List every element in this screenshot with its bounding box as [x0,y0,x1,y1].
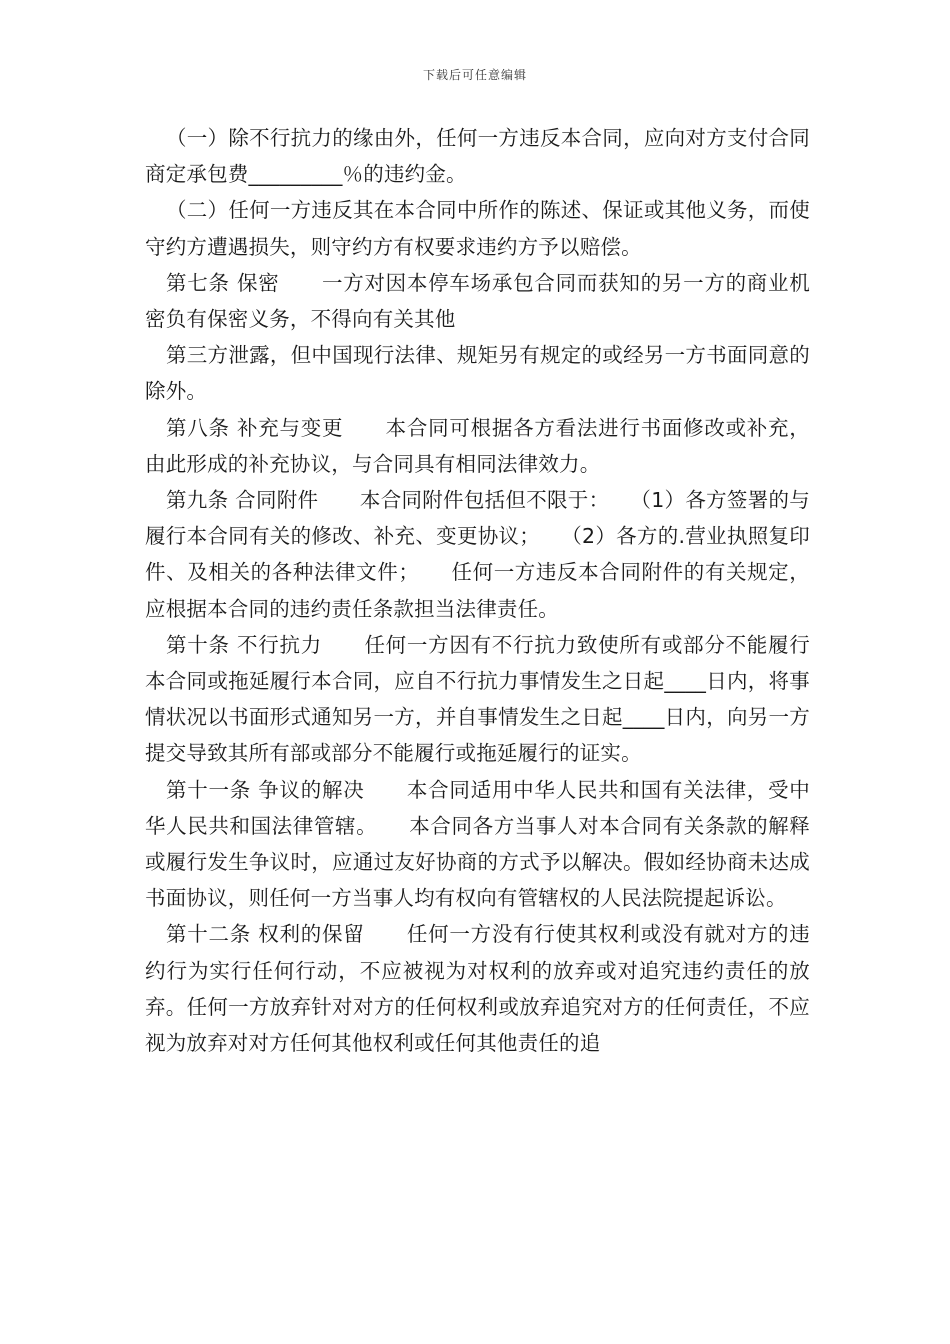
clause-penalty-1: （一）除不行抗力的缘由外，任何一方违反本合同，应向对方支付合同商定承包费_________％的违约金。 [145,126,810,187]
clause-penalty-2: （二）任何一方违反其在本合同中所作的陈述、保证或其他义务，而使守约方遭遇损失，则守约方有权要求违约方予以赔偿。 [145,198,810,259]
page-header: 下载后可任意编辑 [422,68,527,82]
clause-8-amendment: 第八条 补充与变更 本合同可根据各方看法进行书面修改或补充，由此形成的补充协议，与合同具有相同法律效力。 [145,415,810,476]
clause-12-rights-reservation: 第十二条 权利的保留 任何一方没有行使其权利或没有就对方的违约行为实行任何行动，不应被视为对权利的放弃或对追究违约责任的放弃。任何一方放弃针对对方的任何权利或放弃追究对方的任何责任，不应视为放弃对对方任何其他权利或任何其他责任的追 [145,922,810,1056]
clause-7-continued: 第三方泄露，但中国现行法律、规矩另有规定的或经另一方书面同意的除外。 [145,343,810,404]
clause-11-dispute: 第十一条 争议的解决 本合同适用中华人民共和国有关法律，受中华人民共和国法律管辖。 本合同各方当事人对本合同有关条款的解释或履行发生争议时，应通过友好协商的方式予以解决。假如经协商未达成书面协议，则任何一方当事人均有权向有管辖权的人民法院提起诉讼。 [145,777,810,911]
clause-10-force-majeure: 第十条 不行抗力 任何一方因有不行抗力致使所有或部分不能履行本合同或拖延履行本合同，应自不行抗力事情发生之日起____日内，将事情状况以书面形式通知另一方，并自事情发生之日起____日内，向另一方提交导致其所有部或部分不能履行或拖延履行的证实。 [145,632,810,766]
document-body [145,120,810,1061]
clause-9-attachments: 第九条 合同附件 本合同附件包括但不限于： （1）各方签署的与履行本合同有关的修改、补充、变更协议； （2）各方的.营业执照复印件、及相关的各种法律文件； 任何一方违反本合同附件的有关规定，应根据本合同的违约责任条款担当法律责任。 [145,488,810,621]
clause-7-confidentiality: 第七条 保密 一方对因本停车场承包合同而获知的另一方的商业机密负有保密义务，不得向有关其他 [145,270,810,332]
